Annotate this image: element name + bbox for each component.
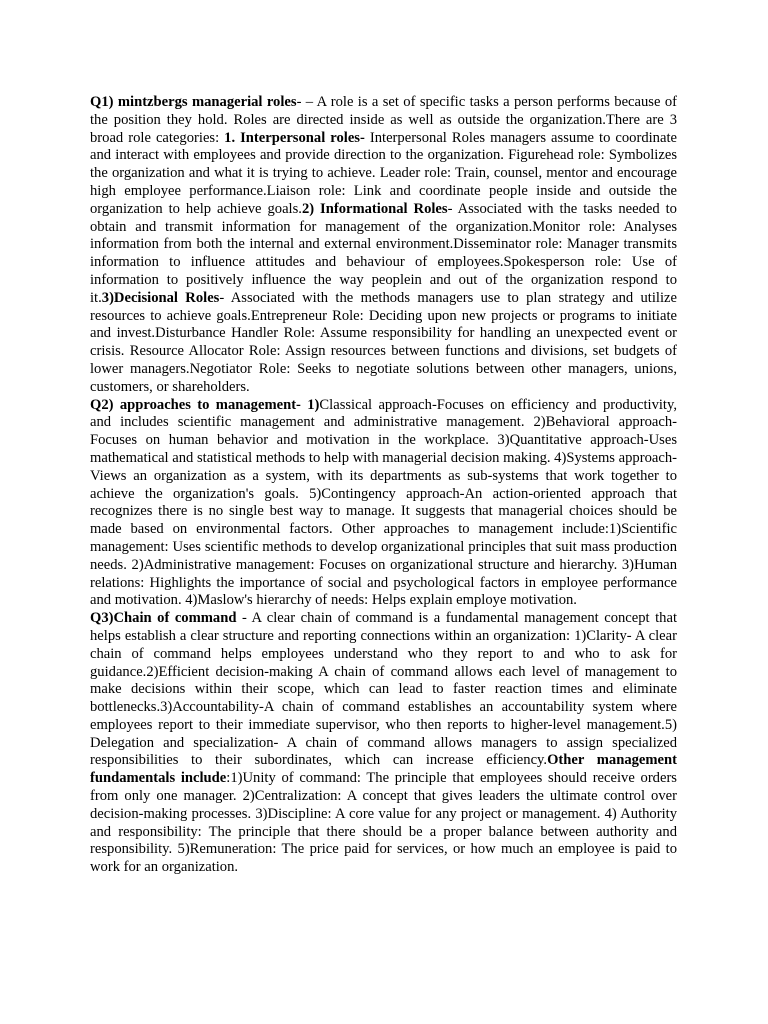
document-page	[90, 94, 677, 877]
q1-paragraph	[90, 94, 677, 397]
q2-text: Classical approach-Focuses on efficiency and productivity, and includes scientific management and administrative management. 2)Behavioral approach-Focuses on human behavior and motivation in the workplace. 3)Quantitative approach-Uses mathematical and statistical methods to help with managerial decision making. 4)Systems approach- Views an organization as a system, with its departments as sub-systems that work together to achieve the organization's goals. 5)Contingency approach-An action-oriented approach that recognizes there is no single best way to manage. It suggests that managerial choices should be made based on environmental factors. Other approaches to management include:1)Scientific management: Uses scientific methods to develop organizational principles that suit mass production needs. 2)Administrative management: Focuses on organizational structure and hierarchy. 3)Human relations: Highlights the importance of social and psychological factors in employee performance and motivation. 4)Maslow's hierarchy of needs: Helps explain employe motivation.	[90, 396, 677, 609]
q3-paragraph	[90, 610, 677, 877]
decisional-text: - Associated with the methods managers use to plan strategy and utilize resources to achieve goals.Entrepreneur Role: Deciding upon new projects or programs to initiate and invest.Disturbance Handler Role: Assume responsibility for handling an unexpected event or crisis. Resource Allocator Role: Assign resources between functions and divisions, set budgets of lower managers.Negotiator Role: Seeks to negotiate solutions between other managers, unions, customers, or shareholders.	[90, 289, 677, 395]
q3-heading: Q3)Chain of command	[90, 610, 237, 627]
interpersonal-heading: 1. Interpersonal roles-	[224, 129, 365, 146]
q1-heading: Q1) mintzbergs managerial roles	[90, 94, 297, 110]
q2-heading: Q2) approaches to management- 1)	[90, 396, 320, 413]
q3-text: - A clear chain of command is a fundamental management concept that helps establish a clear structure and reporting connections within an organization: 1)Clarity- A clear chain of command helps employees understand who they report to and who to ask for guidance.2)Efficient decision-making A chain of command allows each level of management to make decisions within their scope, which can lead to faster reaction times and eliminate bottlenecks.3)Accountability-A chain of command establishes an accountability system where employees report to their immediate supervisor, who then reports to higher-level management.5) Delegation and specialization- A chain of command allows managers to assign specialized responsibilities to their subordinates, which can increase efficiency.	[90, 610, 677, 769]
q2-paragraph	[90, 397, 677, 611]
fundamentals-heading: Other management fundamentals include	[90, 752, 678, 787]
interpersonal-text: Interpersonal Roles managers assume to coordinate and interact with employees and provide direction to the organization. Figurehead role: Symbolizes the organization and what it is trying to achieve. Leader role: Train, counsel, mentor and encourage high employee performance.Liaison role: Link and coordinate people inside and outside the organization to help achieve goals.	[90, 129, 677, 217]
informational-text: - Associated with the tasks needed to obtain and transmit information for management of the organization.Monitor role: Analyses information from both the internal and external environment.Disseminator role: Manager transmits information to influence attitudes and behaviour of employees.Spokesperson role: Use of information to positively influence the way peoplein and out of the organization respond to it.	[90, 200, 677, 306]
decisional-heading: 3)Decisional Roles	[101, 289, 220, 306]
q1-intro: - – A role is a set of specific tasks a person performs because of the position they hold. Roles are directed inside as well as outside the organization.There are 3 broad role categories:	[90, 94, 677, 146]
informational-heading: 2) Informational Roles	[301, 200, 448, 217]
fundamentals-text: :1)Unity of command: The principle that employees should receive orders from only one manager. 2)Centralization: A concept that gives leaders the ultimate control over decision-making processes. 3)Discipline: A core value for any project or management. 4) Authority and responsibility: The principle that there should be a proper balance between authority and responsibility. 5)Remuneration: The price paid for services, or how much an employee is paid to work for an organization.	[90, 770, 677, 876]
